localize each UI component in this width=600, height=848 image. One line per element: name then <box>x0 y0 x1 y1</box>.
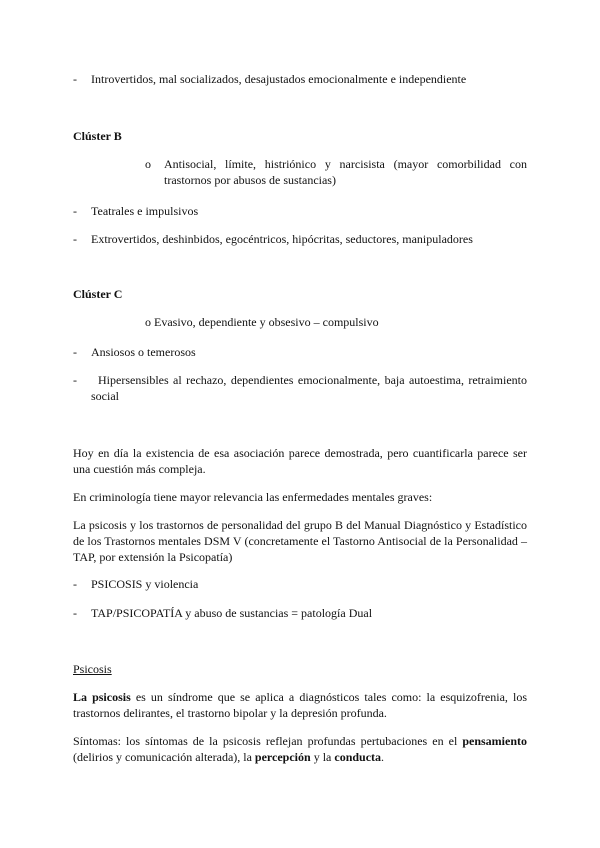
paragraph: La psicosis y los trastornos de personalidad del grupo B del Manual Diagnóstico y Estadístico de los Trastornos mentales DSM V (concretamente el Tastorno Antisocial de la Personalidad – TAP, por extensión la Psicopatía) <box>73 518 527 564</box>
keyword-percepcion: percepción <box>254 750 311 764</box>
list-item: TAP/PSICOPATÍA y abuso de sustancias = patología Dual <box>91 606 373 620</box>
list-dash: - <box>73 72 77 86</box>
cluster-b-trait-item: Teatrales e impulsivos <box>91 204 199 218</box>
cluster-c-disorders: o Evasivo, dependiente y obsesivo – compulsivo <box>145 315 379 329</box>
psicosis-heading: Psicosis <box>73 662 112 676</box>
cluster-c-trait-item: Ansiosos o temerosos <box>91 345 196 359</box>
list-dash: - <box>73 373 77 387</box>
cluster-b-disorders: Antisocial, límite, histriónico y narcisista (mayor comorbilidad con trastornos por abusos de sustancias) <box>164 157 527 187</box>
symptoms-text: Síntomas: los síntomas de la psicosis reflejan profundas pertubaciones en el <box>73 734 463 748</box>
sub-bullet: o <box>145 157 151 171</box>
keyword-conducta: conducta <box>334 750 382 764</box>
paragraph: En criminología tiene mayor relevancia las enfermedades mentales graves: <box>73 490 433 504</box>
list-item: PSICOSIS y violencia <box>91 577 199 591</box>
cluster-c-trait-item: Hipersensibles al rechazo, dependientes emocionalmente, baja autoestima, retraimiento social <box>91 373 527 403</box>
psicosis-definition <box>73 689 527 721</box>
list-dash: - <box>73 345 77 359</box>
symptoms-text: y la <box>310 750 335 764</box>
list-dash: - <box>73 606 77 620</box>
list-dash: - <box>73 577 77 591</box>
psicosis-term: La psicosis <box>73 690 131 704</box>
keyword-pensamiento: pensamiento <box>462 734 527 748</box>
cluster-c-heading: Clúster C <box>73 287 123 301</box>
paragraph: Hoy en día la existencia de esa asociación parece demostrada, pero cuantificarla parece ser una cuestión más compleja. <box>73 446 527 476</box>
psicosis-symptoms <box>73 733 527 765</box>
symptoms-text: . <box>381 750 385 764</box>
list-dash: - <box>73 232 77 246</box>
cluster-a-trait-item: Introvertidos, mal socializados, desajustados emocionalmente e independiente <box>91 72 467 86</box>
cluster-b-heading: Clúster B <box>73 129 122 143</box>
psicosis-definition-text: es un síndrome que se aplica a diagnósticos tales como: la esquizofrenia, los trastornos delirantes, el trastorno bipolar y la depresión profunda. <box>73 690 527 720</box>
list-dash: - <box>73 204 77 218</box>
symptoms-text: (delirios y comunicación alterada), la <box>73 750 255 764</box>
cluster-b-trait-item: Extrovertidos, deshinbidos, egocéntricos, hipócritas, seductores, manipuladores <box>91 232 473 246</box>
